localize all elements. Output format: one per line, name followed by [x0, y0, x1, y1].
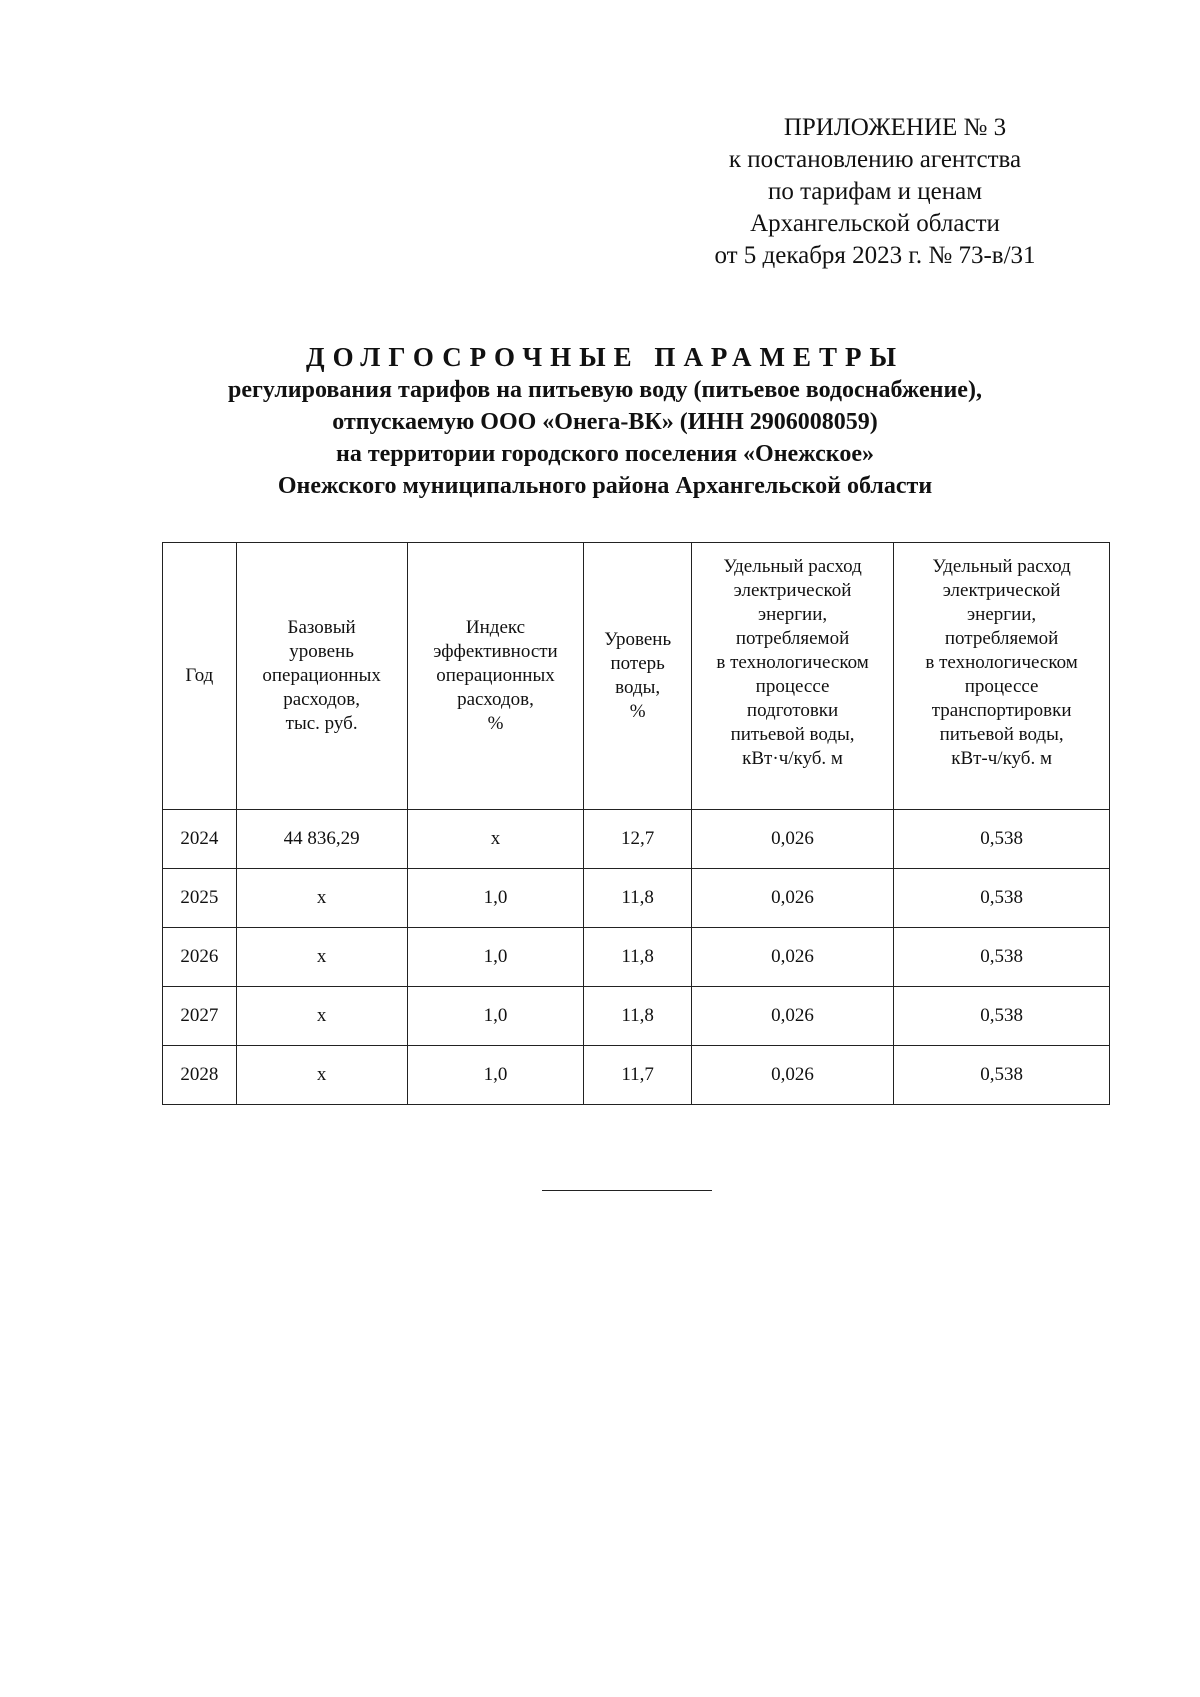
table-row	[163, 869, 1110, 928]
header-text-line: Удельный расход	[723, 556, 862, 577]
cell-year: 2027	[163, 987, 237, 1046]
cell-energy-transport: 0,538	[894, 987, 1110, 1046]
cell-energy-preparation: 0,026	[691, 987, 893, 1046]
header-text-line: энергии,	[757, 604, 828, 625]
title-main: ДОЛГОСРОЧНЫЕ ПАРАМЕТРЫ	[306, 342, 904, 372]
header-text-line: кВт·ч/куб. м	[742, 748, 843, 769]
cell-efficiency-index: x	[407, 810, 584, 869]
header-text-line: подготовки	[746, 700, 839, 721]
cell-year: 2026	[163, 928, 237, 987]
header-text-line: транспортировки	[931, 700, 1072, 721]
cell-base-opex: 44 836,29	[236, 810, 407, 869]
header-text-line: Год	[185, 665, 214, 686]
title-line: регулирования тарифов на питьевую воду (питьевое водоснабжение),	[228, 377, 982, 403]
header-text-line: в технологическом	[925, 652, 1078, 673]
header-text-line: потребляемой	[944, 628, 1059, 649]
cell-water-loss: 11,8	[584, 928, 691, 987]
appendix-line: к постановлению агентства	[728, 146, 1022, 173]
header-text-line: уровень	[289, 641, 354, 662]
cell-base-opex: x	[236, 1046, 407, 1105]
appendix-line: по тарифам и ценам	[767, 178, 983, 205]
header-water-loss	[584, 543, 691, 810]
header-year	[163, 543, 237, 810]
title-line: на территории городского поселения «Онежское»	[336, 441, 874, 467]
header-text-line: потерь	[610, 653, 665, 674]
cell-energy-preparation: 0,026	[691, 869, 893, 928]
title-line: Онежского муниципального района Архангельской области	[277, 473, 933, 499]
header-text-line: энергии,	[967, 604, 1037, 625]
cell-energy-transport: 0,538	[894, 928, 1110, 987]
header-base-opex	[236, 543, 407, 810]
header-text-line: потребляемой	[735, 628, 850, 649]
header-text-line: %	[487, 713, 504, 734]
header-text-line: операционных	[262, 665, 381, 686]
table-row	[163, 810, 1110, 869]
header-text-line: электрической	[733, 580, 852, 601]
title-line: отпускаемую ООО «Онега-ВК» (ИНН 2906008059)	[332, 409, 878, 435]
cell-base-opex: x	[236, 987, 407, 1046]
header-text-line: операционных	[436, 665, 555, 686]
header-text-line: расходов,	[457, 689, 534, 710]
header-text-line: Базовый	[287, 617, 356, 638]
table-row	[163, 1046, 1110, 1105]
header-text-line: питьевой воды,	[939, 724, 1064, 745]
header-text-line: процессе	[964, 676, 1039, 697]
table-row	[163, 928, 1110, 987]
table-header-row	[163, 543, 1110, 810]
header-energy-transport	[894, 543, 1110, 810]
header-text-line: расходов,	[283, 689, 360, 710]
cell-water-loss: 11,7	[584, 1046, 691, 1105]
cell-efficiency-index: 1,0	[407, 869, 584, 928]
header-text-line: питьевой воды,	[730, 724, 855, 745]
cell-year: 2028	[163, 1046, 237, 1105]
cell-efficiency-index: 1,0	[407, 987, 584, 1046]
header-text-line: тыс. руб.	[285, 713, 358, 734]
appendix-title: ПРИЛОЖЕНИЕ № 3	[783, 114, 1007, 141]
cell-energy-transport: 0,538	[894, 869, 1110, 928]
header-text-line: кВт-ч/куб. м	[951, 748, 1052, 769]
header-text-line: электрической	[942, 580, 1061, 601]
parameters-table	[162, 542, 1110, 1105]
appendix-date: от 5 декабря 2023 г. № 73-в/31	[714, 242, 1036, 269]
cell-energy-preparation: 0,026	[691, 1046, 893, 1105]
cell-efficiency-index: 1,0	[407, 928, 584, 987]
cell-water-loss: 11,8	[584, 987, 691, 1046]
header-energy-preparation	[691, 543, 893, 810]
cell-base-opex: x	[236, 869, 407, 928]
header-text-line: Удельный расход	[932, 556, 1071, 577]
header-text-line: эффективности	[433, 641, 558, 662]
cell-base-opex: x	[236, 928, 407, 987]
cell-water-loss: 11,8	[584, 869, 691, 928]
appendix-block	[600, 112, 1150, 272]
cell-year: 2025	[163, 869, 237, 928]
cell-energy-transport: 0,538	[894, 810, 1110, 869]
header-text-line: в технологическом	[716, 652, 869, 673]
cell-water-loss: 12,7	[584, 810, 691, 869]
table-row	[163, 987, 1110, 1046]
cell-energy-transport: 0,538	[894, 1046, 1110, 1105]
cell-energy-preparation: 0,026	[691, 810, 893, 869]
header-text-line: воды,	[615, 677, 661, 698]
header-text-line: Уровень	[604, 629, 672, 650]
cell-year: 2024	[163, 810, 237, 869]
header-text-line: %	[629, 701, 646, 722]
document-title	[130, 340, 1080, 502]
appendix-line: Архангельской области	[750, 210, 1000, 237]
header-text-line: процессе	[755, 676, 830, 697]
header-efficiency-index	[407, 543, 584, 810]
table-body	[163, 810, 1110, 1105]
end-divider	[542, 1190, 712, 1191]
cell-efficiency-index: 1,0	[407, 1046, 584, 1105]
cell-energy-preparation: 0,026	[691, 928, 893, 987]
header-text-line: Индекс	[465, 617, 526, 638]
